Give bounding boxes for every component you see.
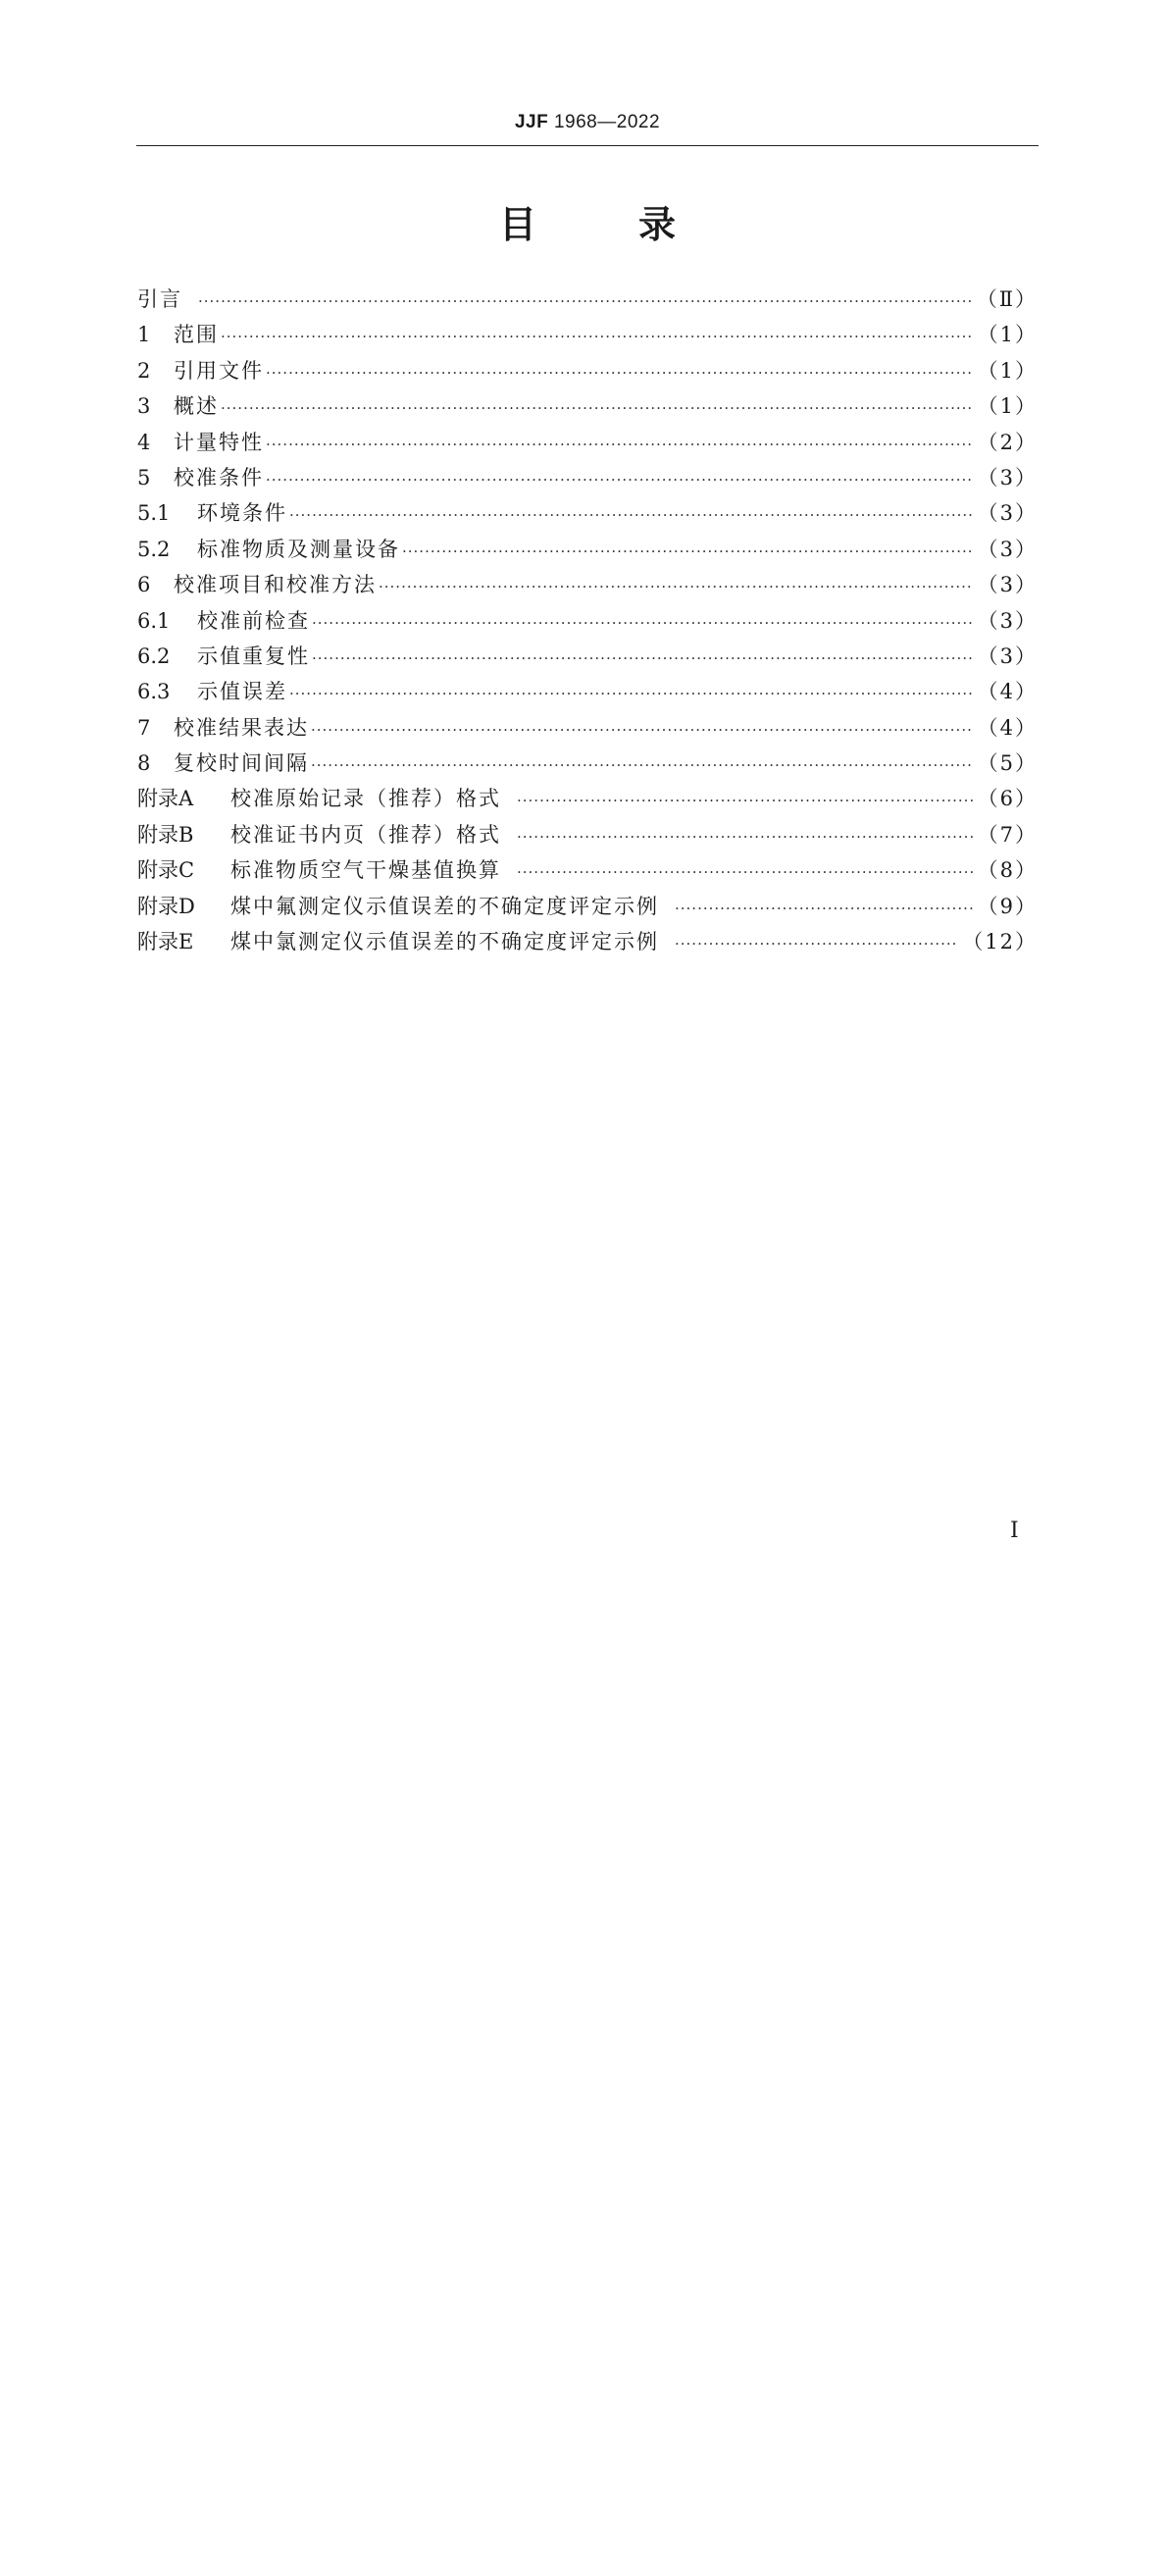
title-char-2: 录	[638, 203, 677, 246]
toc-entry-number: 5	[137, 465, 151, 489]
toc-entry[interactable]	[137, 710, 1038, 746]
toc-entry-label: 标准物质及测量设备	[197, 537, 400, 561]
standard-number: 1968—2022	[553, 112, 661, 132]
toc-entry-number: 附录B	[137, 822, 194, 847]
toc-dot-leader	[379, 569, 974, 604]
toc-entry[interactable]	[137, 567, 1038, 602]
toc-entry-number: 2	[137, 358, 151, 383]
toc-entry-number: 6.3	[137, 680, 171, 704]
toc-entry[interactable]	[137, 532, 1038, 567]
toc-entry-number: 6.1	[137, 608, 171, 633]
toc-entry-label: 环境条件	[197, 501, 287, 526]
toc-entry-label: 引用文件	[174, 358, 264, 383]
toc-entry-label: 标准物质空气干燥基值换算	[230, 858, 501, 883]
toc-dot-leader	[311, 712, 974, 747]
toc-entry[interactable]	[137, 282, 1038, 317]
toc-entry-label: 校准项目和校准方法	[174, 573, 377, 597]
toc-entry-label: 校准条件	[174, 465, 264, 489]
toc-dot-leader	[221, 319, 974, 354]
toc-entry[interactable]	[137, 639, 1038, 674]
toc-dot-leader	[517, 783, 974, 818]
toc-entry-number: 附录E	[137, 930, 194, 954]
toc-entry-label: 校准前检查	[197, 608, 310, 633]
toc-dot-leader	[517, 854, 974, 890]
toc-dot-leader	[266, 462, 974, 497]
toc-entry-page: （4）	[977, 680, 1038, 704]
toc-entry-number: 附录C	[137, 858, 195, 883]
toc-entry[interactable]	[137, 353, 1038, 388]
toc-entry-label: 概述	[174, 394, 219, 419]
toc-dot-leader	[266, 427, 974, 462]
toc-entry-page: （4）	[977, 715, 1038, 740]
toc-dot-leader	[675, 926, 958, 961]
toc-entry-page: （8）	[977, 858, 1038, 883]
toc-entry-number: 1	[137, 323, 151, 347]
toc-entry[interactable]	[137, 924, 1038, 959]
toc-dot-leader	[311, 747, 974, 783]
toc-entry-number: 附录A	[137, 787, 194, 811]
toc-dot-leader	[312, 605, 974, 641]
toc-dot-leader	[221, 390, 974, 426]
toc-entry-page: （3）	[977, 465, 1038, 489]
toc-entry-label: 示值重复性	[197, 644, 310, 668]
toc-entry-number: 6.2	[137, 644, 171, 668]
toc-dot-leader	[402, 534, 974, 569]
toc-entry-number: 6	[137, 573, 151, 597]
toc-entry-page: （7）	[977, 822, 1038, 847]
toc-dot-leader	[289, 676, 974, 711]
toc-entry-label: 校准原始记录（推荐）格式	[230, 787, 501, 811]
toc-entry-label: 范围	[174, 323, 219, 347]
toc-entry-label: 校准证书内页（推荐）格式	[230, 822, 501, 847]
toc-entry-page: （9）	[977, 894, 1038, 918]
toc-entry-number: 8	[137, 751, 151, 776]
toc-entry-page: （6）	[977, 787, 1038, 811]
toc-entry-page: （3）	[977, 644, 1038, 668]
toc-entry[interactable]	[137, 852, 1038, 888]
toc-entry[interactable]	[137, 817, 1038, 852]
running-header	[136, 112, 1039, 133]
toc-entry-page: （2）	[977, 430, 1038, 454]
header-rule	[136, 145, 1039, 146]
toc-entry-label: 计量特性	[174, 430, 264, 454]
toc-entry-page: （12）	[962, 930, 1038, 954]
toc-entry-page: （3）	[977, 573, 1038, 597]
page-title	[136, 194, 1039, 248]
toc-entry[interactable]	[137, 674, 1038, 709]
toc-entry[interactable]	[137, 746, 1038, 781]
toc-dot-leader	[289, 497, 974, 533]
page-folio: Ⅰ	[1010, 1519, 1019, 1543]
toc-entry-page: （3）	[977, 537, 1038, 561]
toc-entry[interactable]	[137, 388, 1038, 424]
toc-entry[interactable]	[137, 889, 1038, 924]
toc-dot-leader	[266, 355, 974, 390]
toc-dot-leader	[517, 819, 974, 854]
toc-entry-label: 示值误差	[197, 680, 287, 704]
toc-entry-number: 3	[137, 394, 151, 419]
toc-entry-label: 煤中氟测定仪示值误差的不确定度评定示例	[230, 894, 659, 918]
toc-entry-label: 煤中氯测定仪示值误差的不确定度评定示例	[230, 930, 659, 954]
title-char-1: 目	[498, 203, 536, 246]
toc-entry-number: 附录D	[137, 894, 195, 918]
toc-dot-leader	[198, 283, 973, 319]
toc-entry[interactable]	[137, 603, 1038, 639]
toc-entry-number: 5.1	[137, 501, 171, 526]
toc-entry-number: 7	[137, 715, 151, 740]
toc-entry-label: 校准结果表达	[174, 715, 309, 740]
toc-entry-page: （1）	[977, 394, 1038, 419]
toc-entry-number: 5.2	[137, 537, 171, 561]
toc-dot-leader	[675, 891, 974, 926]
toc-entry[interactable]	[137, 495, 1038, 531]
toc-entry[interactable]	[137, 460, 1038, 495]
standard-code: JJF	[514, 112, 549, 132]
toc-entry-page: （Ⅱ）	[976, 287, 1038, 311]
toc-entry[interactable]	[137, 317, 1038, 352]
toc-entry-page: （5）	[977, 751, 1038, 776]
toc-entry-label: 复校时间间隔	[174, 751, 309, 776]
toc-dot-leader	[312, 641, 974, 676]
toc-entry-page: （1）	[977, 358, 1038, 383]
toc-entry[interactable]	[137, 781, 1038, 816]
toc-entry-page: （3）	[977, 501, 1038, 526]
toc-entry[interactable]	[137, 425, 1038, 460]
toc-entry-number: 4	[137, 430, 151, 454]
table-of-contents	[137, 282, 1038, 959]
toc-entry-page: （3）	[977, 608, 1038, 633]
toc-entry-label: 引言	[137, 287, 182, 311]
toc-entry-page: （1）	[977, 323, 1038, 347]
